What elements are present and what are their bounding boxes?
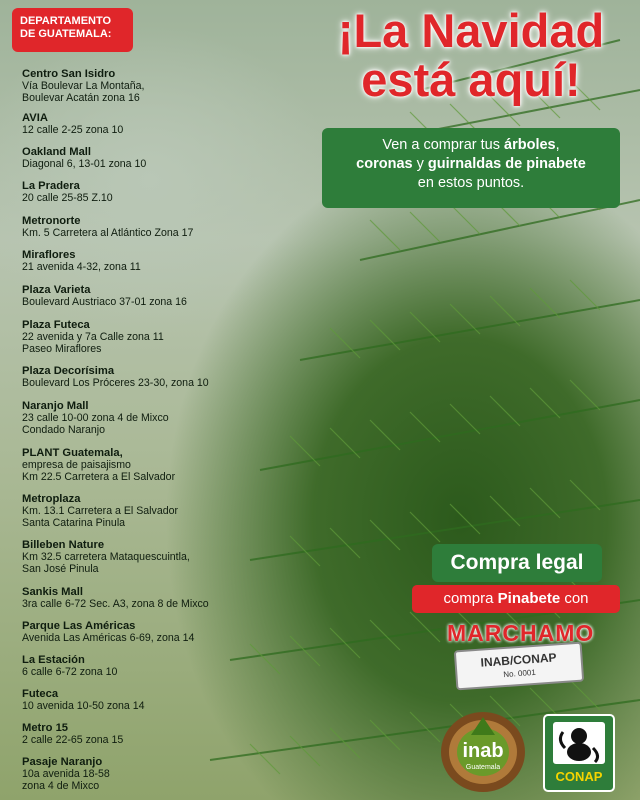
promo-text: y bbox=[412, 156, 428, 172]
store-name: Oakland Mall bbox=[22, 146, 92, 158]
promo-text: Ven a comprar tus bbox=[382, 137, 505, 153]
store-address: 23 calle 10-00 zona 4 de Mixco bbox=[22, 412, 169, 424]
list-item bbox=[22, 284, 322, 308]
store-address: Santa Catarina Pinula bbox=[22, 517, 126, 529]
pinabete-banner bbox=[412, 585, 620, 613]
store-address: Diagonal 6, 13-01 zona 10 bbox=[22, 158, 147, 170]
department-badge: DEPARTAMENTO DE GUATEMALA: bbox=[12, 8, 133, 52]
conap-logo-text: CONAP bbox=[555, 769, 603, 784]
pinabete-text: compra bbox=[443, 590, 498, 607]
store-address: 10a avenida 18-58 bbox=[22, 768, 110, 780]
store-address: Paseo Miraflores bbox=[22, 343, 102, 355]
store-address: Km. 5 Carretera al Atlántico Zona 17 bbox=[22, 227, 194, 239]
store-name: Billeben Nature bbox=[22, 539, 105, 551]
conap-logo bbox=[543, 714, 615, 792]
store-address: Km 22.5 Carretera a El Salvador bbox=[22, 471, 176, 483]
store-name: Centro San Isidro bbox=[22, 68, 116, 80]
tag-number: No. 0001 bbox=[503, 667, 537, 680]
store-address: 22 avenida y 7a Calle zona 11 bbox=[22, 331, 164, 343]
store-address: 3ra calle 6-72 Sec. A3, zona 8 de Mixco bbox=[22, 598, 209, 610]
store-name: AVIA bbox=[22, 112, 48, 124]
inab-logo-subtext: Guatemala bbox=[465, 764, 501, 771]
list-item bbox=[22, 400, 322, 436]
list-item bbox=[22, 215, 322, 239]
compra-legal-badge: Compra legal bbox=[432, 544, 602, 582]
promo-text: en estos puntos. bbox=[417, 175, 525, 191]
store-address: empresa de paisajismo bbox=[22, 459, 131, 471]
store-address: zona 4 de Mixco bbox=[22, 780, 100, 792]
list-item bbox=[22, 146, 322, 170]
tag-title: INAB/CONAP bbox=[480, 650, 557, 670]
store-name: Plaza Decorísima bbox=[22, 365, 115, 377]
promo-text: , bbox=[555, 137, 560, 153]
store-address: San José Pinula bbox=[22, 563, 99, 575]
list-item bbox=[22, 654, 322, 678]
headline-line: está aquí! bbox=[361, 53, 581, 106]
store-name: PLANT Guatemala, bbox=[22, 447, 123, 459]
store-address: 10 avenida 10-50 zona 14 bbox=[22, 700, 145, 712]
promo-text-bold: coronas bbox=[356, 156, 413, 172]
store-name: La Estación bbox=[22, 654, 85, 666]
list-item bbox=[22, 447, 322, 483]
store-address: 6 calle 6-72 zona 10 bbox=[22, 666, 118, 678]
store-name: Sankis Mall bbox=[22, 586, 83, 598]
monkey-icon bbox=[553, 722, 605, 764]
marchamo-label: MARCHAMO bbox=[447, 620, 595, 646]
store-address: Condado Naranjo bbox=[22, 424, 106, 436]
pinabete-text: con bbox=[560, 590, 589, 607]
list-item bbox=[22, 620, 322, 644]
store-name: Naranjo Mall bbox=[22, 400, 89, 412]
list-item bbox=[22, 722, 322, 746]
store-name: Futeca bbox=[22, 688, 59, 700]
store-name: Pasaje Naranjo bbox=[22, 756, 103, 768]
store-address: Avenida Las Américas 6-69, zona 14 bbox=[22, 632, 195, 644]
store-name: La Pradera bbox=[22, 180, 80, 192]
inab-logo-text: inab bbox=[462, 740, 504, 762]
inab-logo bbox=[436, 705, 530, 795]
list-item bbox=[22, 688, 322, 712]
list-item bbox=[22, 586, 322, 610]
store-address: 20 calle 25-85 Z.10 bbox=[22, 192, 113, 204]
store-address: Vía Boulevar La Montaña, bbox=[22, 80, 145, 92]
list-item bbox=[22, 249, 322, 273]
store-name: Metro 15 bbox=[22, 722, 69, 734]
list-item bbox=[22, 756, 322, 792]
store-name: Plaza Futeca bbox=[22, 319, 90, 331]
list-item bbox=[22, 68, 322, 104]
promo-text-bold: guirnaldas de pinabete bbox=[427, 156, 586, 172]
list-item bbox=[22, 493, 322, 529]
store-address: 12 calle 2-25 zona 10 bbox=[22, 124, 124, 136]
store-address: Km. 13.1 Carretera a El Salvador bbox=[22, 505, 179, 517]
store-address: Km 32.5 carretera Mataquescuintla, bbox=[22, 551, 190, 563]
store-name: Plaza Varieta bbox=[22, 284, 91, 296]
store-name: Miraflores bbox=[22, 249, 76, 261]
headline-line: ¡La Navidad bbox=[337, 4, 605, 57]
list-item bbox=[22, 539, 322, 575]
promo-box bbox=[322, 128, 620, 208]
list-item bbox=[22, 112, 322, 136]
store-address: Boulevard Los Próceres 23-30, zona 10 bbox=[22, 377, 209, 389]
store-address: Boulevard Austriaco 37-01 zona 16 bbox=[22, 296, 187, 308]
store-address: Boulevar Acatán zona 16 bbox=[22, 92, 140, 104]
list-item bbox=[22, 365, 322, 389]
list-item bbox=[22, 180, 322, 204]
store-address: 2 calle 22-65 zona 15 bbox=[22, 734, 124, 746]
promo-text-bold: árboles bbox=[504, 137, 556, 153]
headline bbox=[312, 6, 630, 104]
store-address: 21 avenida 4-32, zona 11 bbox=[22, 261, 141, 273]
store-name: Metronorte bbox=[22, 215, 81, 227]
store-name: Metroplaza bbox=[22, 493, 81, 505]
store-name: Parque Las Américas bbox=[22, 620, 136, 632]
pinabete-text-bold: Pinabete bbox=[497, 590, 561, 607]
list-item bbox=[22, 319, 322, 355]
